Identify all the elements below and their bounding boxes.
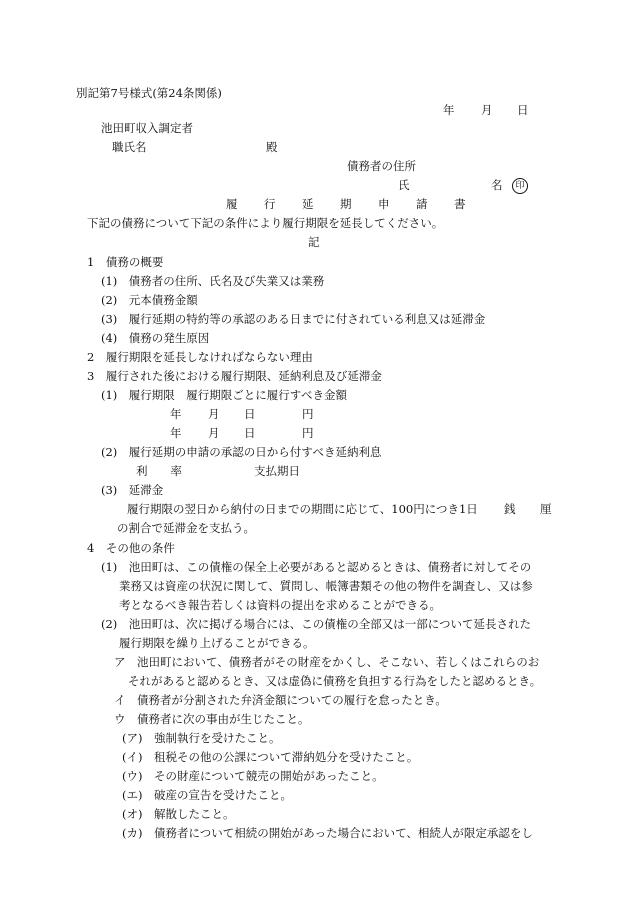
due-month-label: 月: [208, 407, 220, 421]
late-fee-text-2: の割合で延滞金を支払う。: [117, 521, 255, 535]
name-label-1: 氏: [398, 178, 410, 192]
honorific: 殿: [266, 140, 278, 154]
section-2-heading: 2 履行期限を延長しなければならない理由: [87, 350, 313, 364]
title-char: 申: [378, 197, 390, 211]
condition-a-line: それがあると認めるとき、又は虚偽に債務を負担する行為をしたと認めるとき。: [128, 674, 542, 688]
section-1-item: (3) 履行延期の特約等の承認のある日までに付されている利息又は延滞金: [101, 312, 486, 326]
title-char: 履: [226, 197, 238, 211]
condition-i: イ 債務者が分割された弁済金額についての履行を怠ったとき。: [114, 693, 447, 707]
sub-item: (カ) 債務者について相続の開始があった場合において、相続人が限定承認をし: [122, 826, 533, 840]
sen-label: 銭: [504, 502, 516, 516]
section-3-item-1: (1) 履行期限 履行期限ごとに履行すべき金額: [101, 388, 348, 402]
sub-item: (ア) 強制執行を受けたこと。: [122, 731, 281, 745]
section-1-item: (1) 債務者の住所、氏名及び失業又は業務: [101, 274, 325, 288]
condition-2-line: (2) 池田町は、次に掲げる場合には、この債権の全部又は一部について延長された: [101, 617, 532, 631]
seal-mark: 印: [512, 178, 528, 194]
payment-date-label: 支払期日: [254, 464, 300, 478]
date-day-label: 日: [517, 103, 529, 117]
official-title: 職氏名: [112, 140, 147, 154]
condition-1-line: 業務又は資産の状況に関して、質問し、帳簿書類その他の物件を調査し、又は参: [119, 579, 533, 593]
late-fee-text: 履行期限の翌日から納付の日までの期間に応じて、100円につき1日: [127, 502, 478, 516]
title-char: 延: [302, 197, 314, 211]
section-1-item: (2) 元本債務金額: [101, 293, 198, 307]
condition-1-line: (1) 池田町は、この債権の保全上必要があると認めるときは、債務者に対してその: [101, 560, 532, 574]
sub-item: (ウ) その財産について競売の開始があったこと。: [122, 769, 384, 783]
sub-item: (エ) 破産の宣告を受けたこと。: [122, 788, 292, 802]
form-number: 別記第7号様式(第24条関係): [76, 86, 222, 100]
rate-label: 利 率: [136, 464, 182, 478]
ki-mark: 記: [308, 235, 320, 249]
date-month-label: 月: [481, 103, 493, 117]
section-4-heading: 4 その他の条件: [87, 541, 175, 555]
section-1-item: (4) 債務の発生原因: [101, 331, 210, 345]
document-title: [226, 199, 466, 211]
intro-text: 下記の債務について下記の条件により履行期限を延長してください。: [87, 216, 444, 230]
section-3-item-3: (3) 延滞金: [101, 483, 164, 497]
condition-a-line: ア 池田町において、債務者がその財産をかくし、そこない、若しくはこれらのお: [114, 655, 540, 669]
sub-item: (オ) 解散したこと。: [122, 807, 235, 821]
section-3-item-2: (2) 履行延期の申請の承認の日から付すべき延納利息: [101, 445, 382, 459]
sub-item: (イ) 租税その他の公課について滞納処分を受けたこと。: [122, 750, 419, 764]
date-year-label: 年: [443, 103, 455, 117]
debtor-address-label: 債務者の住所: [347, 159, 416, 173]
title-char: 行: [264, 197, 276, 211]
rin-label: 厘: [540, 502, 552, 516]
condition-2-line: 履行期限を繰り上げることができる。: [119, 636, 315, 650]
condition-u: ウ 債務者に次の事由が生じたこと。: [114, 712, 310, 726]
due-yen-label: 円: [302, 426, 314, 440]
name-label-2: 名: [491, 178, 503, 192]
condition-1-line: 考となるべき報告若しくは資料の提出を求めることができる。: [119, 598, 441, 612]
due-yen-label: 円: [302, 407, 314, 421]
title-char: 請: [416, 197, 428, 211]
due-day-label: 日: [244, 407, 256, 421]
due-month-label: 月: [208, 426, 220, 440]
due-year-label: 年: [170, 407, 182, 421]
addressee: 池田町収入調定者: [101, 121, 193, 135]
due-year-label: 年: [170, 426, 182, 440]
section-3-heading: 3 履行された後における履行期限、延納利息及び延滞金: [87, 369, 382, 383]
title-char: 書: [454, 197, 466, 211]
due-day-label: 日: [244, 426, 256, 440]
title-char: 期: [340, 197, 352, 211]
section-1-heading: 1 債務の概要: [87, 255, 164, 269]
